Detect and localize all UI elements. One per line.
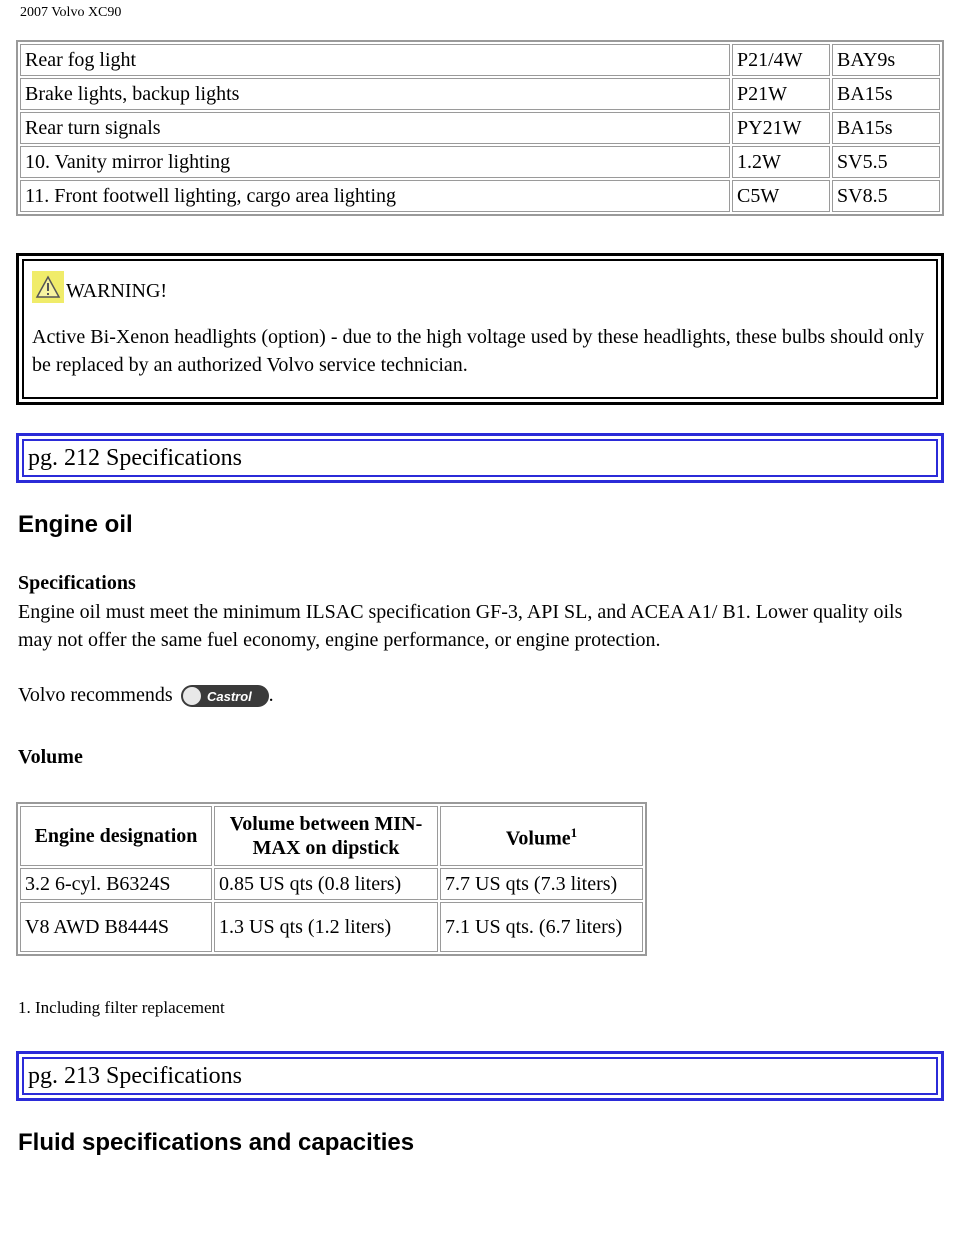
page-banner-212 — [16, 433, 944, 483]
castrol-logo — [181, 685, 269, 707]
warning-box — [16, 253, 944, 405]
table-cell: BA15s — [832, 78, 940, 110]
table-cell: SV8.5 — [832, 180, 940, 212]
table-cell: 3.2 6-cyl. B6324S — [20, 868, 212, 900]
table-cell: Rear fog light — [20, 44, 730, 76]
column-header: Volume between MIN-MAX on dipstick — [214, 806, 438, 866]
table-cell: Rear turn signals — [20, 112, 730, 144]
specifications-text: Engine oil must meet the minimum ILSAC specification GF-3, API SL, and ACEA A1/ B1. Lower quality oils may not offer the same fuel economy, engine performance, or engine protection. — [18, 601, 903, 651]
column-header — [440, 806, 643, 866]
table-cell: V8 AWD B8444S — [20, 902, 212, 952]
table-cell: 7.7 US qts (7.3 liters) — [440, 868, 643, 900]
table-cell: 11. Front footwell lighting, cargo area lighting — [20, 180, 730, 212]
section-heading-engine-oil: Engine oil — [18, 511, 133, 538]
table-row — [20, 112, 940, 144]
warning-text: Active Bi-Xenon headlights (option) - due to the high voltage used by these headlights, these bulbs should only be replaced by an authorized Volvo service technician. — [32, 326, 925, 376]
table-cell: BAY9s — [832, 44, 940, 76]
table-row — [20, 902, 643, 952]
table-cell: P21W — [732, 78, 830, 110]
bulb-spec-table — [16, 40, 944, 216]
column-header-text: Volume — [505, 827, 571, 850]
table-cell: BA15s — [832, 112, 940, 144]
document-header: 2007 Volvo XC90 — [20, 5, 122, 20]
table-cell: 1.2W — [732, 146, 830, 178]
table-row — [20, 868, 643, 900]
table-cell: 0.85 US qts (0.8 liters) — [214, 868, 438, 900]
column-header: Engine designation — [20, 806, 212, 866]
page-banner-label: pg. 213 Specifications — [22, 1057, 938, 1095]
table-cell: 1.3 US qts (1.2 liters) — [214, 902, 438, 952]
table-cell: 7.1 US qts. (6.7 liters) — [440, 902, 643, 952]
warning-inner — [22, 259, 938, 399]
page-banner-213 — [16, 1051, 944, 1101]
warning-triangle-icon — [32, 271, 64, 303]
warning-header — [32, 271, 928, 303]
volume-title: Volume — [18, 746, 83, 768]
specifications-title: Specifications — [18, 572, 136, 594]
footnote-marker: 1 — [570, 825, 578, 841]
page-banner-label: pg. 212 Specifications — [22, 439, 938, 477]
table-cell: C5W — [732, 180, 830, 212]
table-cell: 10. Vanity mirror lighting — [20, 146, 730, 178]
table-row — [20, 78, 940, 110]
table-cell: Brake lights, backup lights — [20, 78, 730, 110]
castrol-logo-text: Castrol — [206, 688, 252, 704]
footnote: 1. Including filter replacement — [18, 998, 225, 1017]
table-cell: P21/4W — [732, 44, 830, 76]
recommendation-period: . — [268, 684, 274, 706]
table-header-row — [20, 806, 643, 866]
table-row — [20, 180, 940, 212]
table-cell: SV5.5 — [832, 146, 940, 178]
recommendation-text: Volvo recommends — [18, 684, 173, 706]
table-row — [20, 44, 940, 76]
recommendation-line — [18, 684, 274, 707]
warning-title: WARNING! — [66, 280, 168, 302]
section-heading-fluid-specs: Fluid specifications and capacities — [18, 1129, 415, 1156]
table-cell: PY21W — [732, 112, 830, 144]
oil-volume-table — [16, 802, 647, 956]
table-row — [20, 146, 940, 178]
